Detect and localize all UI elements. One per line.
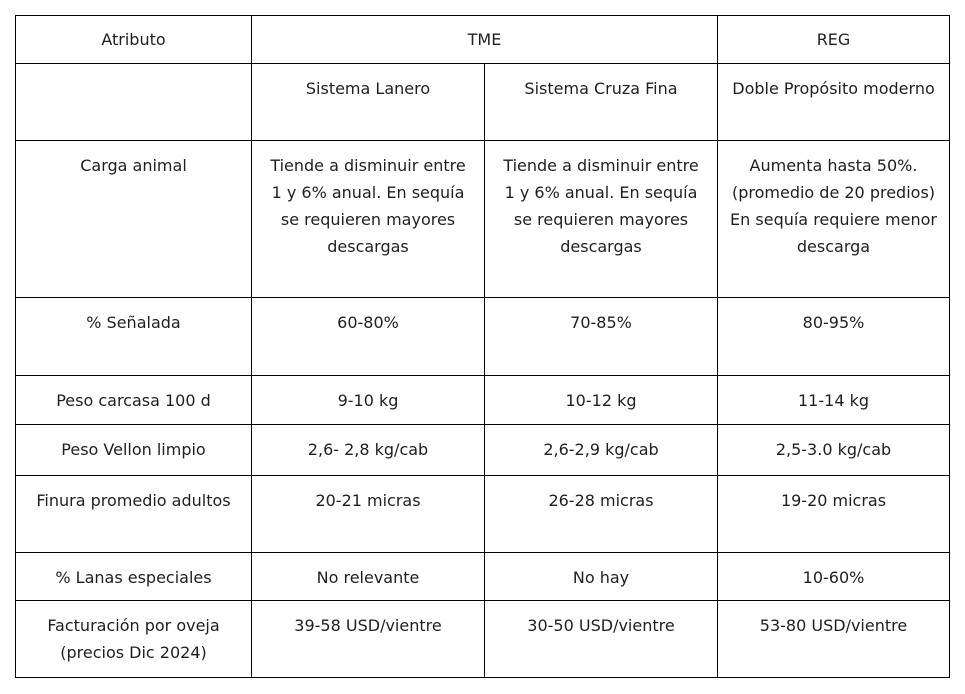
table-row [16, 476, 950, 553]
lanero-cell: 9-10 kg [252, 376, 485, 425]
cruza-fina-cell: 2,6-2,9 kg/cab [485, 425, 718, 476]
system-subheader-row [16, 64, 950, 141]
reg-cell: 80-95% [718, 298, 950, 376]
lanero-cell: Tiende a disminuir entre 1 y 6% anual. En sequía se requieren mayores descargas [252, 141, 485, 298]
table-row [16, 425, 950, 476]
attribute-cell: Facturación por oveja (precios Dic 2024) [16, 601, 252, 678]
reg-cell: 11-14 kg [718, 376, 950, 425]
system-doble-proposito: Doble Propósito moderno [718, 64, 950, 141]
lanero-cell: No relevante [252, 553, 485, 601]
lanero-cell: 39-58 USD/vientre [252, 601, 485, 678]
comparison-table [15, 15, 950, 678]
table-row [16, 141, 950, 298]
system-lanero: Sistema Lanero [252, 64, 485, 141]
attribute-cell: Peso Vellon limpio [16, 425, 252, 476]
attribute-cell: % Señalada [16, 298, 252, 376]
cruza-fina-cell: 26-28 micras [485, 476, 718, 553]
attribute-cell: Carga animal [16, 141, 252, 298]
attribute-cell: Finura promedio adultos [16, 476, 252, 553]
reg-cell: Aumenta hasta 50%. (promedio de 20 predios) En sequía requiere menor descarga [718, 141, 950, 298]
table-row [16, 601, 950, 678]
empty-cell [16, 64, 252, 141]
cruza-fina-cell: 30-50 USD/vientre [485, 601, 718, 678]
lanero-cell: 60-80% [252, 298, 485, 376]
cruza-fina-cell: 70-85% [485, 298, 718, 376]
cruza-fina-cell: Tiende a disminuir entre 1 y 6% anual. En sequía se requieren mayores descargas [485, 141, 718, 298]
attribute-cell: Peso carcasa 100 d [16, 376, 252, 425]
cruza-fina-cell: 10-12 kg [485, 376, 718, 425]
table-header-row [16, 16, 950, 64]
reg-cell: 2,5-3.0 kg/cab [718, 425, 950, 476]
table-row [16, 553, 950, 601]
lanero-cell: 20-21 micras [252, 476, 485, 553]
reg-cell: 53-80 USD/vientre [718, 601, 950, 678]
cruza-fina-cell: No hay [485, 553, 718, 601]
reg-cell: 19-20 micras [718, 476, 950, 553]
table-row [16, 298, 950, 376]
table-row [16, 376, 950, 425]
lanero-cell: 2,6- 2,8 kg/cab [252, 425, 485, 476]
reg-cell: 10-60% [718, 553, 950, 601]
header-atributo: Atributo [16, 16, 252, 64]
attribute-cell: % Lanas especiales [16, 553, 252, 601]
header-reg: REG [718, 16, 950, 64]
system-cruza-fina: Sistema Cruza Fina [485, 64, 718, 141]
header-tme: TME [252, 16, 718, 64]
